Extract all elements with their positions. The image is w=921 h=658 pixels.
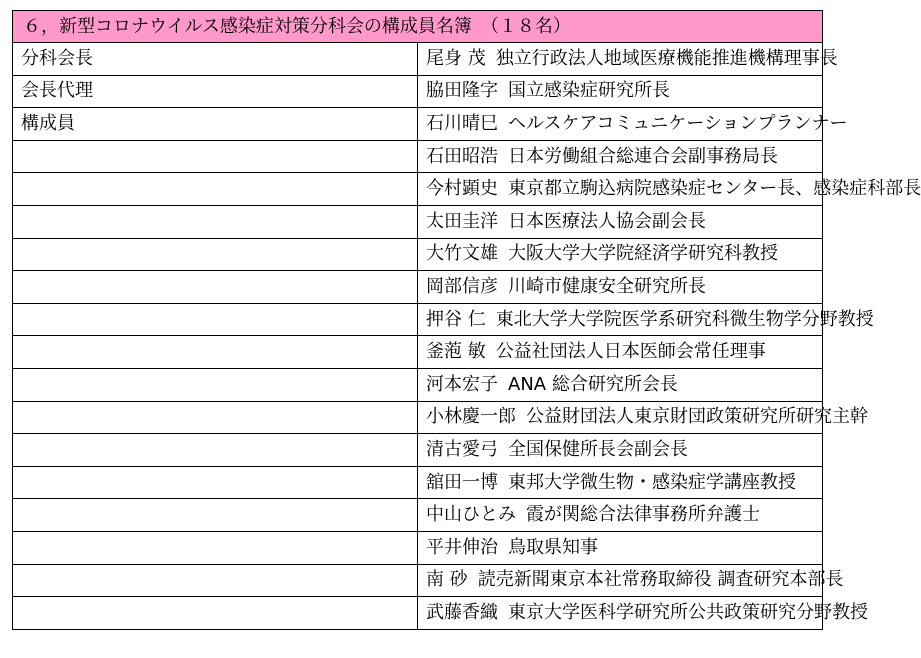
member-affiliation: 大阪大学大学院経済学研究科教授 — [508, 243, 778, 265]
member-name: 清古愛弓 — [426, 438, 498, 460]
table-row — [13, 173, 823, 206]
member-affiliation: 川崎市健康安全研究所長 — [508, 275, 706, 297]
role-cell — [13, 434, 418, 467]
member-affiliation: 東邦大学微生物・感染症学講座教授 — [508, 471, 796, 493]
table-row — [13, 368, 823, 401]
member-name: 中山ひとみ — [426, 504, 516, 526]
role-cell — [13, 173, 418, 206]
member-cell — [418, 368, 823, 401]
table-row — [13, 75, 823, 108]
table-row — [13, 43, 823, 76]
role-cell — [13, 238, 418, 271]
role-cell — [13, 205, 418, 238]
table-row — [13, 499, 823, 532]
role-cell — [13, 597, 418, 630]
member-affiliation: 東北大学大学院医学系研究科微生物学分野教授 — [495, 308, 874, 330]
role-cell — [13, 271, 418, 304]
member-cell — [418, 238, 823, 271]
member-name: 武藤香織 — [426, 601, 498, 623]
page-title: ６，新型コロナウイルス感染症対策分科会の構成員名簿 （１８名） — [13, 11, 823, 43]
member-cell — [418, 140, 823, 173]
table-row — [13, 303, 823, 336]
role-cell — [13, 466, 418, 499]
member-affiliation: 霞が関総合法律事務所弁護士 — [526, 504, 760, 526]
member-affiliation: 東京大学医科学研究所公共政策研究分野教授 — [508, 601, 868, 623]
member-cell — [418, 173, 921, 206]
member-name: 南 砂 — [426, 569, 468, 591]
member-name: 尾身 茂 — [426, 47, 486, 69]
title-row — [13, 11, 823, 43]
member-affiliation: ヘルスケアコミュニケーションプランナー — [508, 112, 848, 134]
member-name: 太田圭洋 — [426, 210, 498, 232]
role-cell: 分科会長 — [13, 43, 418, 76]
member-name: 河本宏子 — [426, 373, 498, 395]
member-name: 脇田隆字 — [426, 80, 498, 102]
member-affiliation: 公益財団法人東京財団政策研究所研究主幹 — [526, 406, 868, 428]
member-affiliation: 日本医療法人協会副会長 — [508, 210, 706, 232]
member-affiliation: 国立感染症研究所長 — [508, 80, 670, 102]
member-name: 今村顕史 — [426, 178, 498, 200]
member-affiliation: 日本労働組合総連合会副事務局長 — [508, 145, 778, 167]
member-name: 平井伸治 — [426, 536, 498, 558]
member-name: 大竹文雄 — [426, 243, 498, 265]
member-affiliation: 独立行政法人地域医療機能推進機構理事長 — [495, 47, 838, 69]
role-cell: 会長代理 — [13, 75, 418, 108]
member-cell — [418, 531, 823, 564]
member-affiliation: 鳥取県知事 — [508, 536, 598, 558]
member-cell — [418, 434, 823, 467]
member-affiliation: 東京都立駒込病院感染症センター長、感染症科部長 — [508, 178, 921, 200]
member-cell — [418, 499, 823, 532]
member-name: 石川晴巳 — [426, 112, 498, 134]
table-row — [13, 238, 823, 271]
member-cell — [418, 271, 823, 304]
member-cell — [418, 466, 823, 499]
member-cell — [418, 564, 844, 597]
table-row — [13, 271, 823, 304]
member-name: 石田昭浩 — [426, 145, 498, 167]
table-row — [13, 597, 823, 630]
role-cell — [13, 303, 418, 336]
table-row — [13, 434, 823, 467]
member-name: 舘田一博 — [426, 471, 498, 493]
table-row — [13, 564, 823, 597]
role-cell: 構成員 — [13, 108, 418, 141]
member-affiliation: 全国保健所長会副会長 — [508, 438, 688, 460]
role-cell — [13, 336, 418, 369]
member-name: 釜萢 敏 — [426, 341, 486, 363]
member-affiliation: 公益社団法人日本医師会常任理事 — [495, 341, 766, 363]
role-cell — [13, 368, 418, 401]
table-row — [13, 401, 823, 434]
member-cell — [418, 401, 868, 434]
role-cell — [13, 401, 418, 434]
role-cell — [13, 140, 418, 173]
member-affiliation: 読売新聞東京本社常務取締役 調査研究本部長 — [477, 569, 844, 591]
member-cell — [418, 108, 848, 141]
role-cell — [13, 564, 418, 597]
role-cell — [13, 499, 418, 532]
member-cell — [418, 205, 823, 238]
member-name: 小林慶一郎 — [426, 406, 516, 428]
table-row — [13, 140, 823, 173]
member-cell — [418, 597, 868, 630]
member-cell — [418, 303, 874, 336]
member-table-body — [13, 11, 921, 630]
member-name: 押谷 仁 — [426, 308, 486, 330]
member-cell — [418, 336, 823, 369]
member-name: 岡部信彦 — [426, 275, 498, 297]
table-row — [13, 466, 823, 499]
table-row — [13, 531, 823, 564]
role-cell — [13, 531, 418, 564]
table-row — [13, 336, 823, 369]
member-cell — [418, 75, 823, 108]
table-row — [13, 108, 823, 141]
member-cell — [418, 43, 838, 76]
table-row — [13, 205, 823, 238]
member-affiliation: ANA 総合研究所会長 — [508, 373, 678, 395]
member-table — [12, 10, 921, 630]
